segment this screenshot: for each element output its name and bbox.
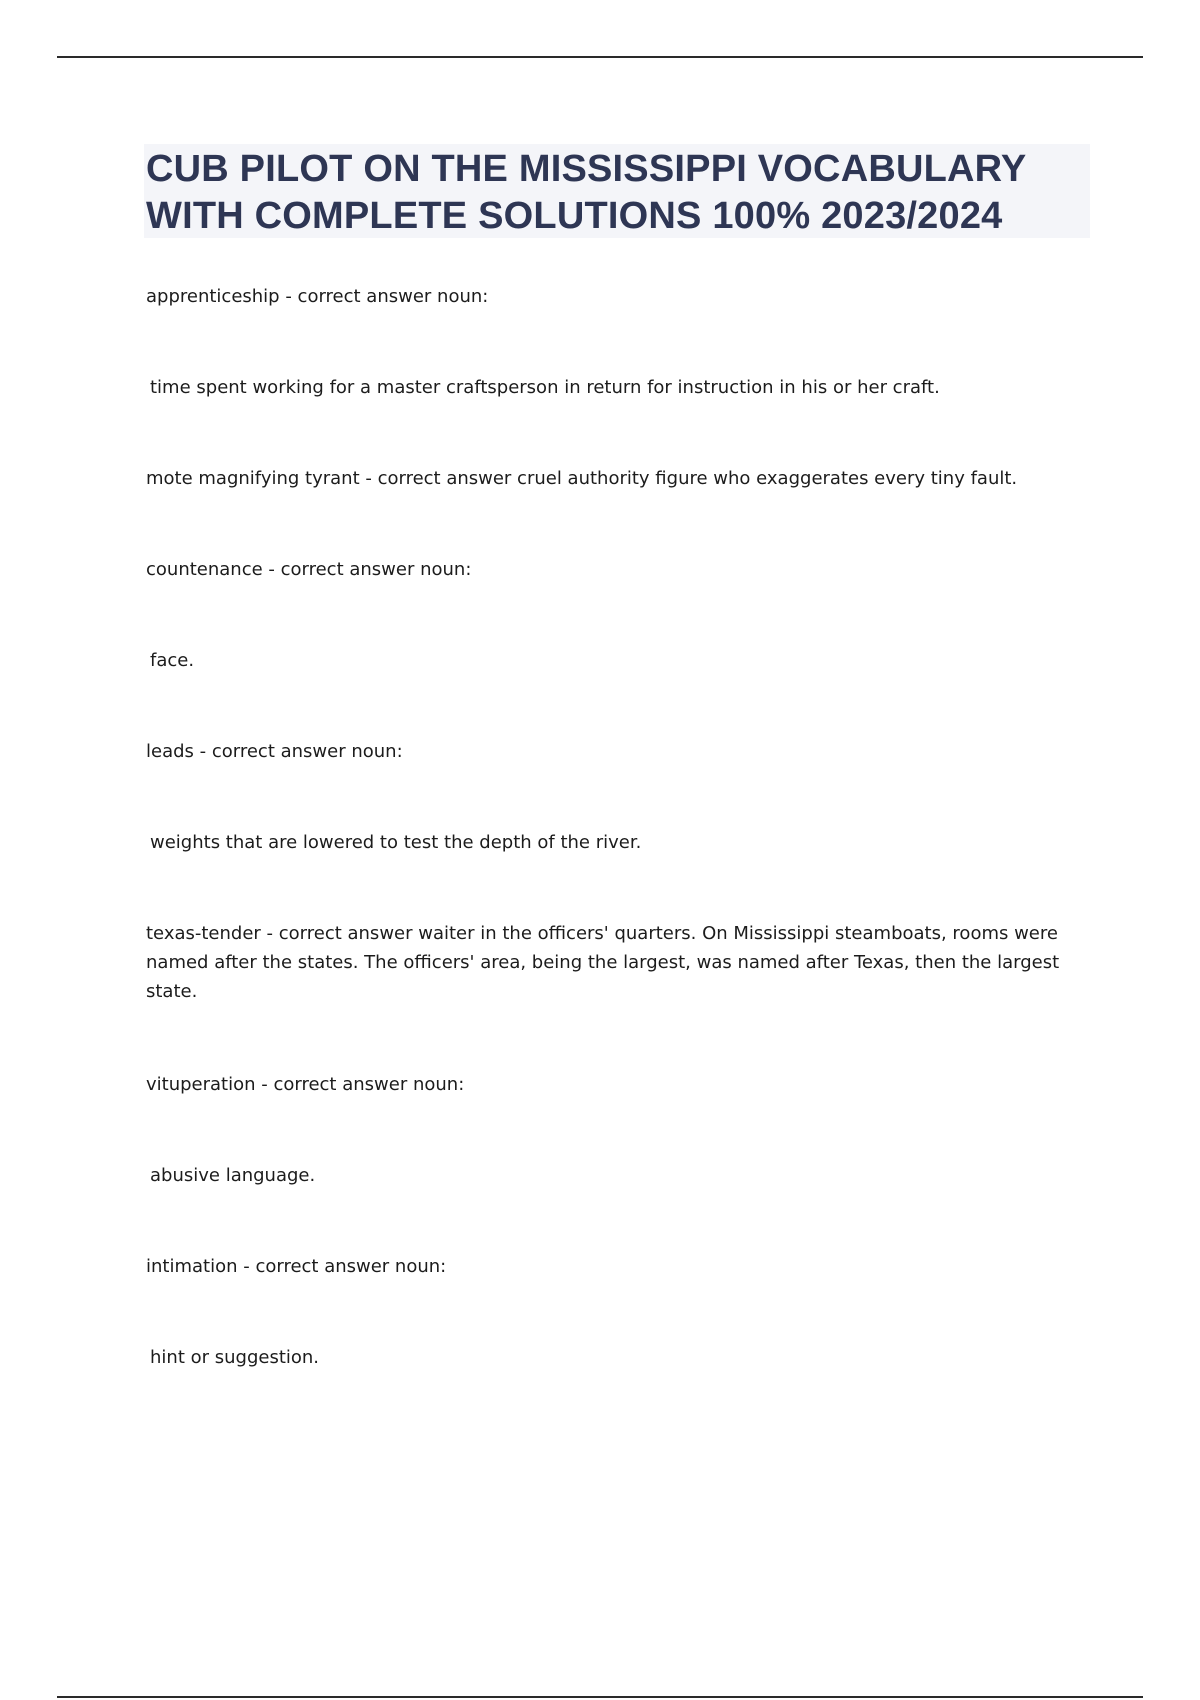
- term-leads: leads - correct answer noun:: [146, 741, 403, 762]
- definition-intimation: hint or suggestion.: [150, 1347, 320, 1368]
- definition-countenance: face.: [150, 650, 195, 671]
- term-mote-magnifying-tyrant: mote magnifying tyrant - correct answer cruel authority figure who exaggerates every tiny fault.: [146, 468, 1018, 489]
- definition-apprenticeship: time spent working for a master craftsperson in return for instruction in his or her craft.: [150, 377, 940, 398]
- term-vituperation: vituperation - correct answer noun:: [146, 1074, 465, 1095]
- term-texas-tender: texas-tender - correct answer waiter in the officers' quarters. On Mississippi steamboats, rooms were named after the states. The officers' area, being the largest, was named after Texas, then the largest state.: [146, 923, 1065, 1002]
- term-intimation: intimation - correct answer noun:: [146, 1256, 447, 1277]
- definition-vituperation: abusive language.: [150, 1165, 316, 1186]
- term-apprenticeship: apprenticeship - correct answer noun:: [146, 286, 489, 307]
- footer-rule: [57, 1696, 1143, 1698]
- definition-leads: weights that are lowered to test the depth of the river.: [150, 832, 642, 853]
- header-rule: [57, 56, 1143, 58]
- document-title: CUB PILOT ON THE MISSISSIPPI VOCABULARY WITH COMPLETE SOLUTIONS 100% 2023/2024: [146, 148, 1026, 237]
- term-countenance: countenance - correct answer noun:: [146, 559, 472, 580]
